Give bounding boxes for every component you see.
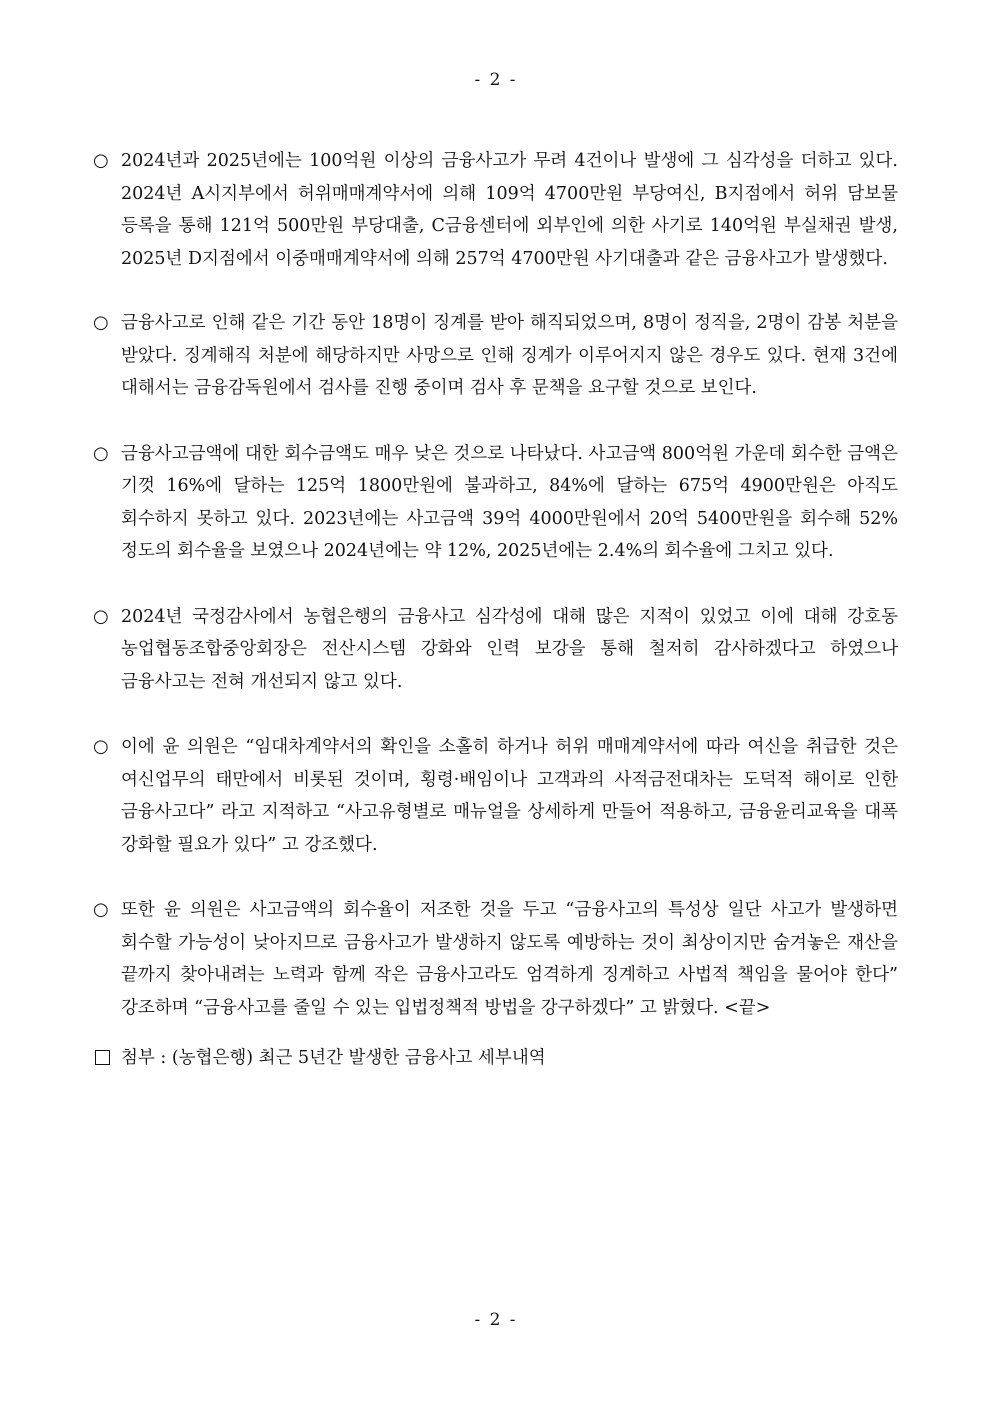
paragraph-text: 또한 윤 의원은 사고금액의 회수율이 저조한 것을 두고 “금융사고의 특성상 일단 사고가 발생하면 회수할 가능성이 낮아지므로 금융사고가 발생하지 않도록 예방하는 것이 최상이지만 숨겨놓은 재산을 끝까지 찾아내려는 노력과 함께 작은 금융사고라도 엄격하게 징계하고 사법적 책임을 물어야 한다” 강조하며 “금융사고를 줄일 수 있는 입법정책적 방법을 강구하겠다” 고 밝혔다. <끝> <box>121 900 898 1018</box>
circle-bullet-icon: ○ <box>93 442 109 464</box>
circle-bullet-icon: ○ <box>93 736 109 757</box>
checkbox-square-icon <box>95 1050 110 1065</box>
circle-bullet-icon: ○ <box>93 312 109 333</box>
paragraph-text: 이에 윤 의원은 “임대차계약서의 확인을 소홀히 하거나 허위 매매계약서에 따라 여신을 취급한 것은 여신업무의 태만에서 비롯된 것이며, 횡령·배임이나 고객과의 사적금전대차는 도덕적 해이로 인한 금융사고다” 라고 지적하고 “사고유형별로 매뉴얼을 상세하게 만들어 적용하고, 금융윤리교육을 대폭 강화할 필요가 있다” 고 강조했다. <box>121 737 898 855</box>
document-body <box>93 145 898 1075</box>
page-number-top: - 2 - <box>474 70 518 90</box>
circle-bullet-icon: ○ <box>93 150 109 171</box>
paragraph-text: 금융사고금액에 대한 회수금액도 매우 낮은 것으로 나타났다. 사고금액 800억원 가운데 회수한 금액은 기껏 16%에 달하는 125억 1800만원에 불과하고, 84%에 달하는 675억 4900만원은 아직도 회수하지 못하고 있다. 2023년에는 사고금액 39억 4000만원에서 20억 5400만원을 회수해 52% 정도의 회수율을 보였으나 2024년에는 약 12%, 2025년에는 2.4%의 회수율에 그치고 있다. <box>121 443 898 561</box>
paragraph-1 <box>93 145 898 275</box>
circle-bullet-icon: ○ <box>93 899 109 920</box>
paragraph-text: 2024년과 2025년에는 100억원 이상의 금융사고가 무려 4건이나 발생에 그 심각성을 더하고 있다. 2024년 A시지부에서 허위매매계약서에 의해 109억 4700만원 부당여신, B지점에서 허위 담보물 등록을 통해 121억 500만원 부당대출, C금융센터에 외부인에 의한 사기로 140억원 부실채권 발생, 2025년 D지점에서 이중매매계약서에 의해 257억 4700만원 사기대출과 같은 금융사고가 발생했다. <box>121 151 898 269</box>
attachment-note <box>93 1042 898 1075</box>
paragraph-5 <box>93 731 898 861</box>
page-number-bottom: - 2 - <box>474 1310 518 1330</box>
paragraph-4 <box>93 601 898 699</box>
paragraph-text: 2024년 국정감사에서 농협은행의 금융사고 심각성에 대해 많은 지적이 있었고 이에 대해 강호동 농업협동조합중앙회장은 전산시스템 강화와 인력 보강을 통해 철저히 감사하겠다고 하였으나 금융사고는 전혀 개선되지 않고 있다. <box>121 606 898 692</box>
paragraph-3 <box>93 438 898 568</box>
paragraph-2 <box>93 307 898 405</box>
circle-bullet-icon: ○ <box>93 605 109 627</box>
attachment-text: 첨부 : (농협은행) 최근 5년간 발생한 금융사고 세부내역 <box>121 1048 546 1068</box>
paragraph-6 <box>93 894 898 1024</box>
paragraph-text: 금융사고로 인해 같은 기간 동안 18명이 징계를 받아 해직되었으며, 8명이 정직을, 2명이 감봉 처분을 받았다. 징계해직 처분에 해당하지만 사망으로 인해 징계가 이루어지지 않은 경우도 있다. 현재 3건에 대해서는 금융감독원에서 검사를 진행 중이며 검사 후 문책을 요구할 것으로 보인다. <box>121 313 898 398</box>
